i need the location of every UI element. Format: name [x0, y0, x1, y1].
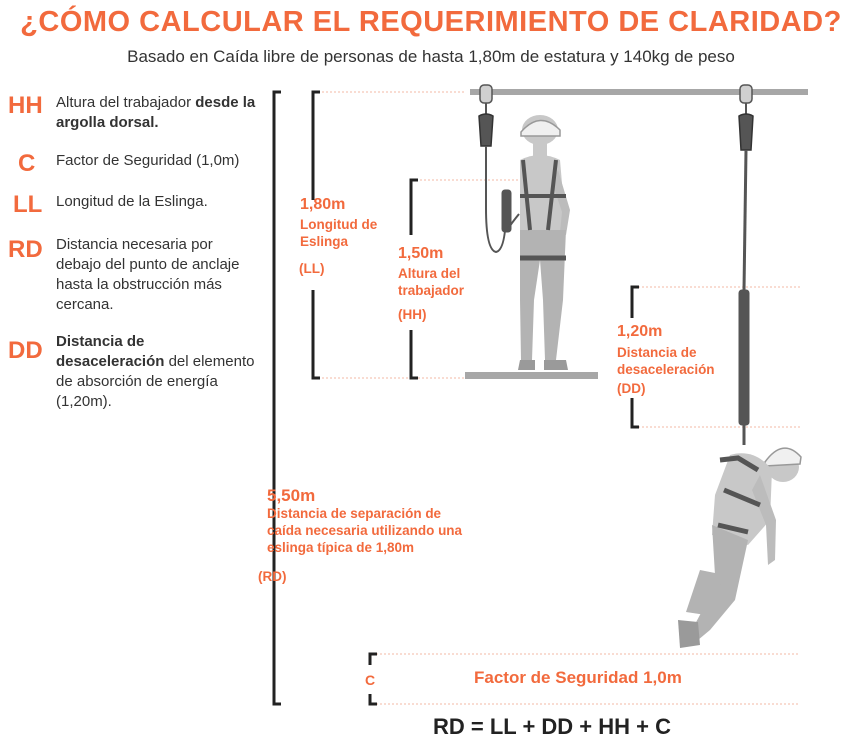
dd-value: 1,20m: [617, 323, 663, 340]
page-subtitle: Basado en Caída libre de personas de hasta 1,80m de estatura y 140kg de peso: [127, 47, 735, 66]
ll-label: Longitud de Eslinga: [300, 217, 378, 249]
hh-label: Altura del trabajador: [398, 266, 465, 298]
c-label: Factor de Seguridad 1,0m: [474, 668, 682, 687]
legend-abbr-hh: HH: [8, 92, 43, 119]
rd-value: 5,50m: [267, 486, 316, 505]
legend-def-hh-bold: desde la argolla dorsal.: [56, 94, 256, 131]
anchor-rail: [470, 89, 808, 95]
legend-def-rd: Distancia necesaria por debajo del punto de anclaje hasta la obstrucción más cercana.: [56, 236, 240, 313]
falling-worker: [678, 448, 801, 648]
legend-def-dd-bold: Distancia de desaceleración: [56, 333, 165, 370]
falling-lanyard: [739, 85, 753, 445]
legend-def-hh-text: Altura del trabajador: [56, 94, 196, 111]
standing-lanyard: [479, 85, 519, 252]
rd-label: Distancia de separación de caída necesaria utilizando una eslinga típica de 1,80m: [267, 506, 463, 555]
rd-bracket: [274, 92, 281, 704]
formula: RD = LL + DD + HH + C: [433, 714, 671, 739]
legend-abbr-c: C: [18, 150, 36, 177]
ll-value: 1,80m: [300, 196, 346, 213]
dd-abbr: (DD): [617, 381, 646, 396]
legend-def-c: Factor de Seguridad (1,0m): [56, 152, 240, 169]
c-abbr: C: [365, 672, 376, 688]
hh-abbr: (HH): [398, 307, 427, 322]
page-title: ¿CÓMO CALCULAR EL REQUERIMIENTO DE CLARIDAD?: [20, 6, 842, 38]
legend-abbr-rd: RD: [8, 236, 43, 263]
dd-label: Distancia de desaceleración: [617, 345, 715, 377]
hh-value: 1,50m: [398, 245, 444, 262]
standing-worker: [518, 115, 570, 370]
legend-abbr-ll: LL: [13, 191, 43, 218]
legend-def-dd-text: del elemento de absorción de energía (1,20m).: [56, 353, 255, 410]
work-platform: [465, 372, 598, 379]
rd-abbr: (RD): [258, 569, 287, 584]
ll-abbr: (LL): [299, 261, 325, 276]
legend-def-ll: Longitud de la Eslinga.: [56, 193, 208, 210]
legend-abbr-dd: DD: [8, 337, 43, 364]
